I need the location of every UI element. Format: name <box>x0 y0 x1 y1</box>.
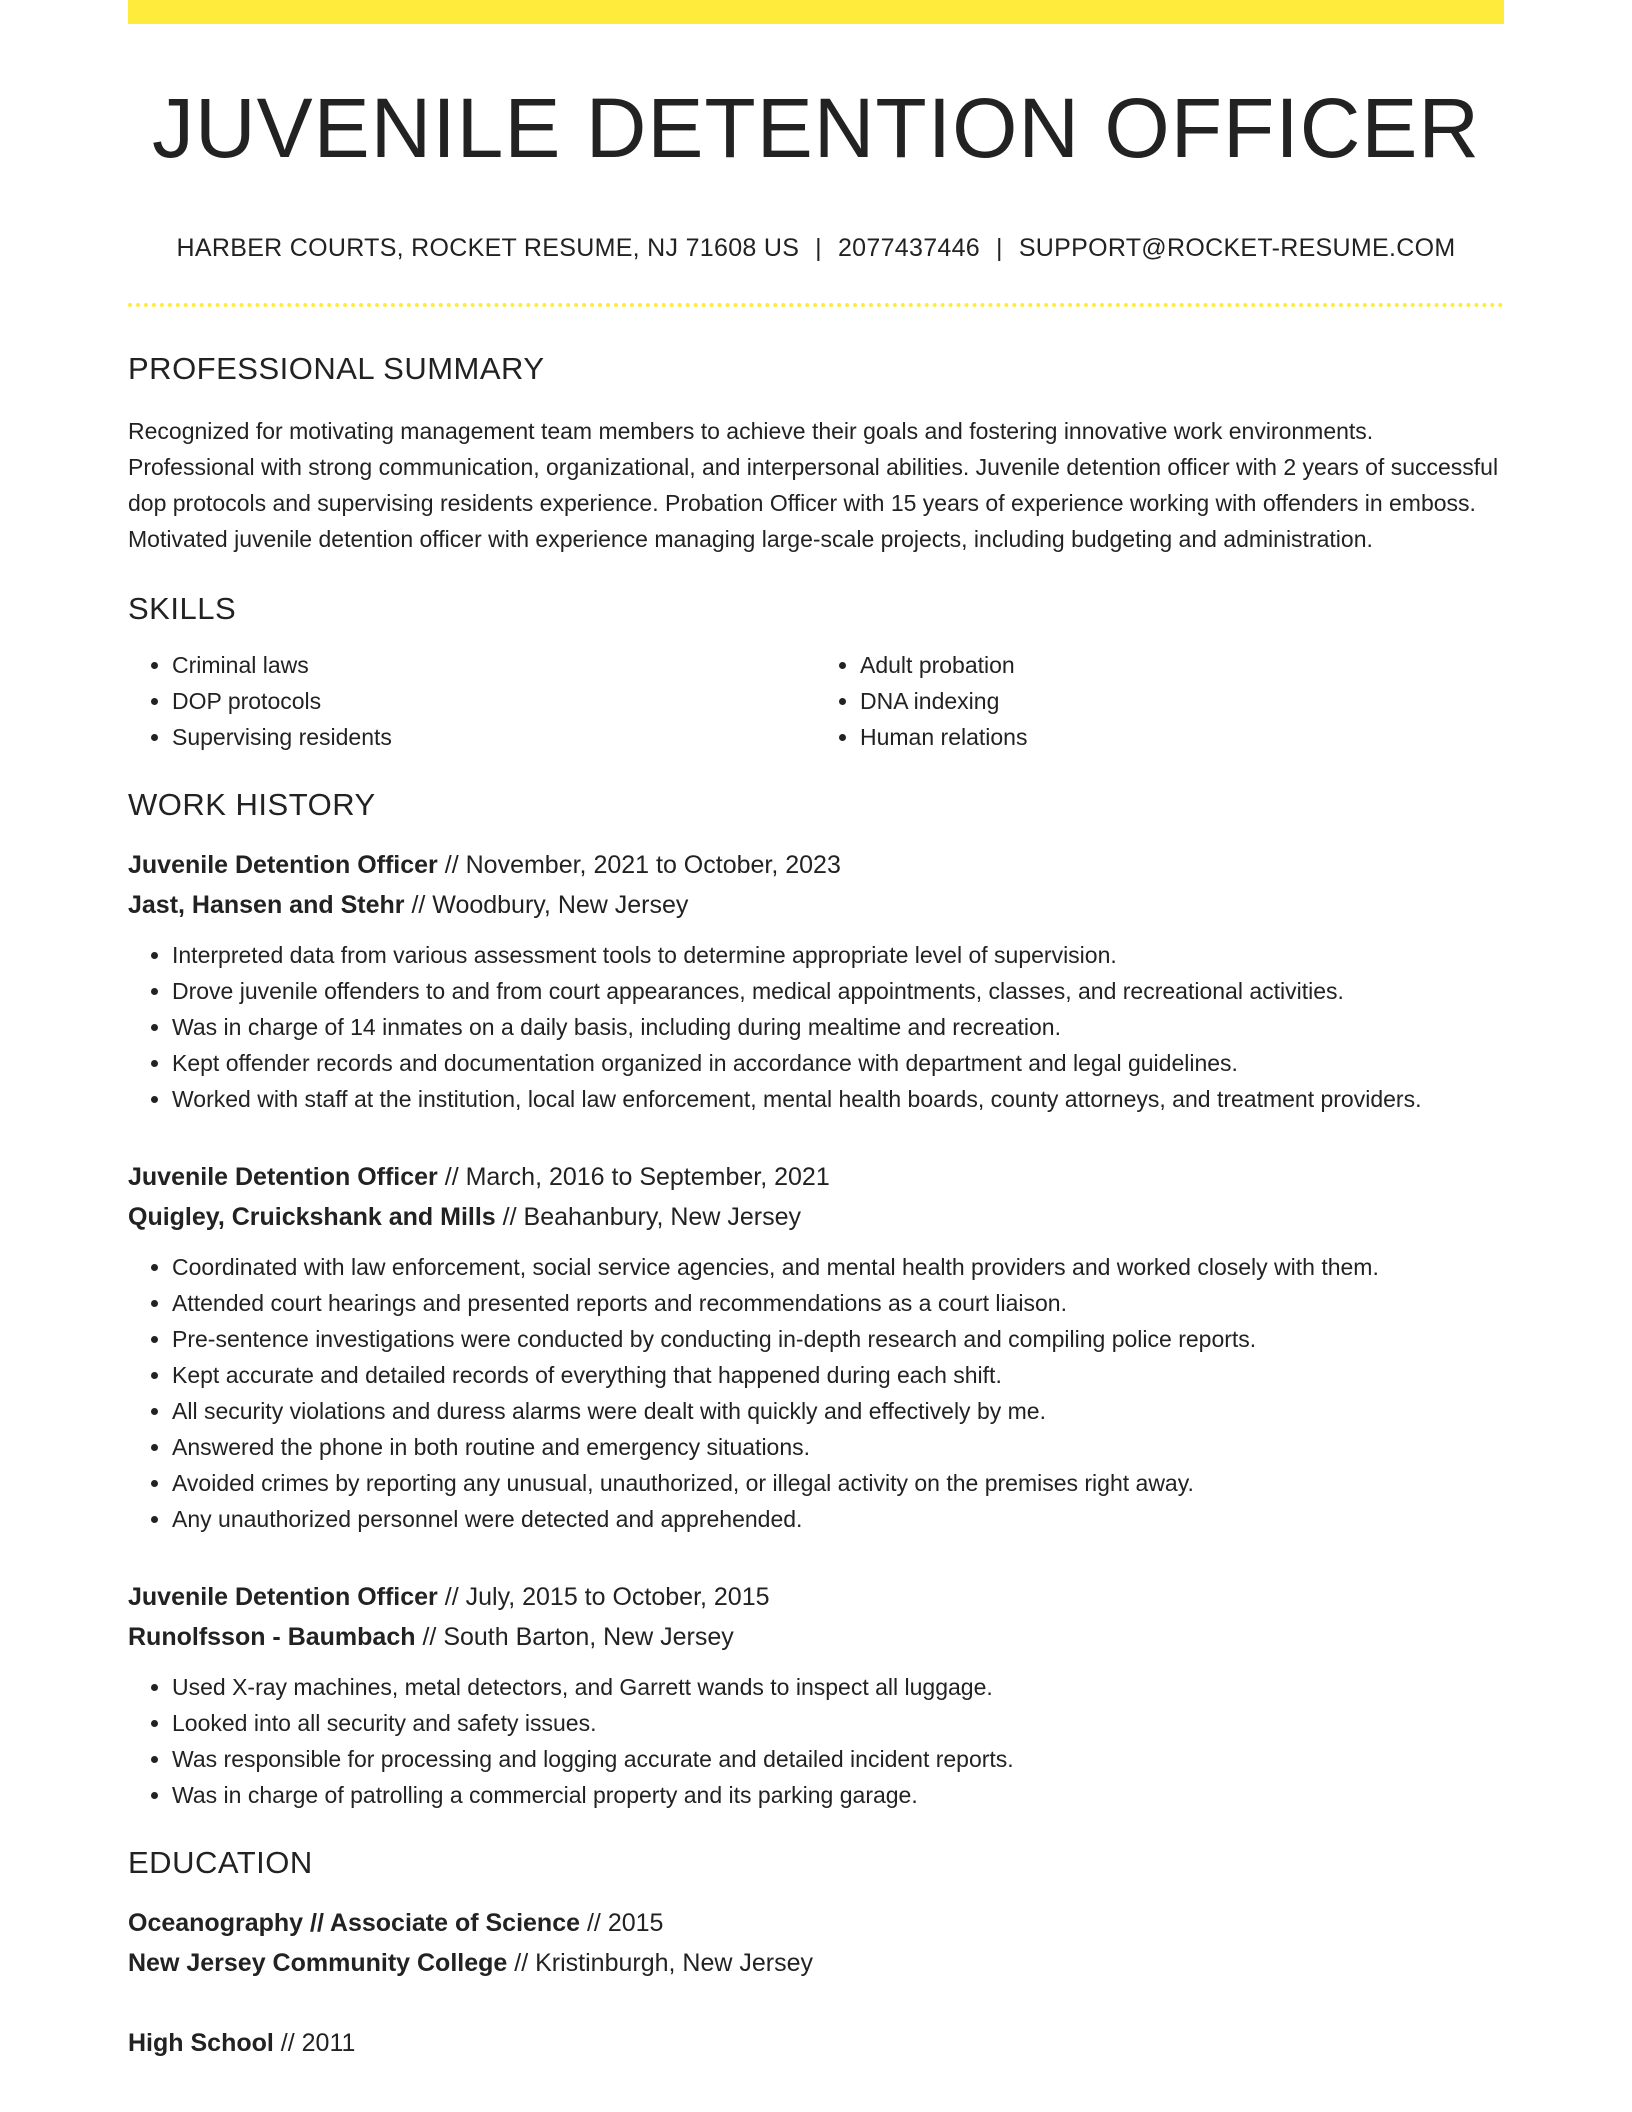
job-bullet: • Was in charge of patrolling a commercial property and its parking garage. <box>172 1777 1504 1813</box>
skill-item: • Criminal laws <box>172 647 816 683</box>
job-bullet: • Worked with staff at the institution, local law enforcement, mental health boards, county attorneys, and treatment providers. <box>172 1081 1504 1117</box>
job-bullet: • Drove juvenile offenders to and from court appearances, medical appointments, classes, and recreational activities. <box>172 973 1504 1009</box>
skills-heading: SKILLS <box>128 591 237 627</box>
summary-heading: PROFESSIONAL SUMMARY <box>128 351 545 387</box>
education-degree: Oceanography // Associate of Science <box>128 1909 581 1938</box>
job-title-line <box>128 845 1504 885</box>
job-entry <box>128 1157 1504 1537</box>
job-title-line <box>128 1577 1504 1617</box>
resume-page <box>128 0 1504 2063</box>
job-bullet: • Was in charge of 14 inmates on a daily basis, including during mealtime and recreation. <box>172 1009 1504 1045</box>
job-bullets <box>128 1249 1504 1537</box>
job-role: Juvenile Detention Officer <box>128 1583 438 1612</box>
job-entry <box>128 1577 1504 1813</box>
text-separator: // <box>411 891 426 920</box>
job-role: Juvenile Detention Officer <box>128 851 438 880</box>
education-degree-line <box>128 1903 1504 1943</box>
job-bullet: • Interpreted data from various assessment tools to determine appropriate level of supervision. <box>172 937 1504 973</box>
accent-top-bar <box>128 0 1504 24</box>
contact-address: HARBER COURTS, ROCKET RESUME, NJ 71608 US <box>176 234 800 263</box>
job-bullet: • Kept offender records and documentation organized in accordance with department and legal guidelines. <box>172 1045 1504 1081</box>
skill-item: • DOP protocols <box>172 683 816 719</box>
skills-list <box>128 647 1504 755</box>
job-company: Jast, Hansen and Stehr <box>128 891 405 920</box>
job-company-line <box>128 885 1504 925</box>
job-location: Woodbury, New Jersey <box>432 891 689 920</box>
skill-item: • DNA indexing <box>860 683 1504 719</box>
job-title-line <box>128 1157 1504 1197</box>
work-history-heading: WORK HISTORY <box>128 787 376 823</box>
skills-column-left <box>128 647 816 755</box>
education-degree: High School <box>128 2029 274 2058</box>
job-dates: July, 2015 to October, 2015 <box>465 1583 770 1612</box>
skills-column-right <box>816 647 1504 755</box>
contact-separator: | <box>996 234 1003 263</box>
skill-item: • Adult probation <box>860 647 1504 683</box>
job-location: Beahanbury, New Jersey <box>523 1203 801 1232</box>
education-year: 2015 <box>607 1909 664 1938</box>
education-entry <box>128 1903 1504 1983</box>
resume-name: JUVENILE DETENTION OFFICER <box>151 81 1481 175</box>
text-separator: // <box>422 1623 437 1652</box>
text-separator: // <box>502 1203 517 1232</box>
job-bullet: • All security violations and duress alarms were dealt with quickly and effectively by me. <box>172 1393 1504 1429</box>
education-degree-line <box>128 2023 1504 2063</box>
education-heading: EDUCATION <box>128 1845 313 1881</box>
text-separator: // <box>514 1949 529 1978</box>
education-location: Kristinburgh, New Jersey <box>535 1949 813 1978</box>
job-entry <box>128 845 1504 1117</box>
job-bullet: • Any unauthorized personnel were detected and apprehended. <box>172 1501 1504 1537</box>
skill-item: • Human relations <box>860 719 1504 755</box>
education-school-line <box>128 1943 1504 1983</box>
contact-line <box>128 234 1504 263</box>
skill-item: • Supervising residents <box>172 719 816 755</box>
text-separator: // <box>280 2029 295 2058</box>
job-bullet: • Kept accurate and detailed records of everything that happened during each shift. <box>172 1357 1504 1393</box>
job-bullets <box>128 1669 1504 1813</box>
text-separator: // <box>586 1909 601 1938</box>
summary-text: Recognized for motivating management team members to achieve their goals and fostering innovative work environments. Professional with strong communication, organizational, and interpersonal abilities. Juvenile detention officer with 2 years of successful dop protocols and supervising residents experience. Probation Officer with 15 years of experience working with offenders in emboss. Motivated juvenile detention officer with experience managing large-scale projects, including budgeting and administration. <box>128 418 1499 553</box>
job-bullet: • Answered the phone in both routine and emergency situations. <box>172 1429 1504 1465</box>
job-role: Juvenile Detention Officer <box>128 1163 438 1192</box>
job-company: Runolfsson - Baumbach <box>128 1623 416 1652</box>
job-dates: November, 2021 to October, 2023 <box>465 851 841 880</box>
text-separator: // <box>444 1163 459 1192</box>
job-bullet: • Avoided crimes by reporting any unusual, unauthorized, or illegal activity on the premises right away. <box>172 1465 1504 1501</box>
job-bullet: • Looked into all security and safety issues. <box>172 1705 1504 1741</box>
education-school: New Jersey Community College <box>128 1949 508 1978</box>
education-entry <box>128 2023 1504 2063</box>
job-bullet: • Coordinated with law enforcement, social service agencies, and mental health providers and worked closely with them. <box>172 1249 1504 1285</box>
job-bullet: • Attended court hearings and presented reports and recommendations as a court liaison. <box>172 1285 1504 1321</box>
contact-email: SUPPORT@ROCKET-RESUME.COM <box>1018 234 1456 263</box>
text-separator: // <box>444 1583 459 1612</box>
job-bullets <box>128 937 1504 1117</box>
job-bullet: • Was responsible for processing and logging accurate and detailed incident reports. <box>172 1741 1504 1777</box>
job-dates: March, 2016 to September, 2021 <box>465 1163 830 1192</box>
job-company-line <box>128 1617 1504 1657</box>
header-divider <box>128 303 1504 307</box>
text-separator: // <box>444 851 459 880</box>
job-bullet: • Pre-sentence investigations were conducted by conducting in-depth research and compiling police reports. <box>172 1321 1504 1357</box>
contact-phone: 2077437446 <box>837 234 981 263</box>
job-bullet: • Used X-ray machines, metal detectors, and Garrett wands to inspect all luggage. <box>172 1669 1504 1705</box>
contact-separator: | <box>815 234 822 263</box>
job-company: Quigley, Cruickshank and Mills <box>128 1203 496 1232</box>
job-location: South Barton, New Jersey <box>443 1623 734 1652</box>
job-company-line <box>128 1197 1504 1237</box>
education-year: 2011 <box>301 2029 356 2058</box>
